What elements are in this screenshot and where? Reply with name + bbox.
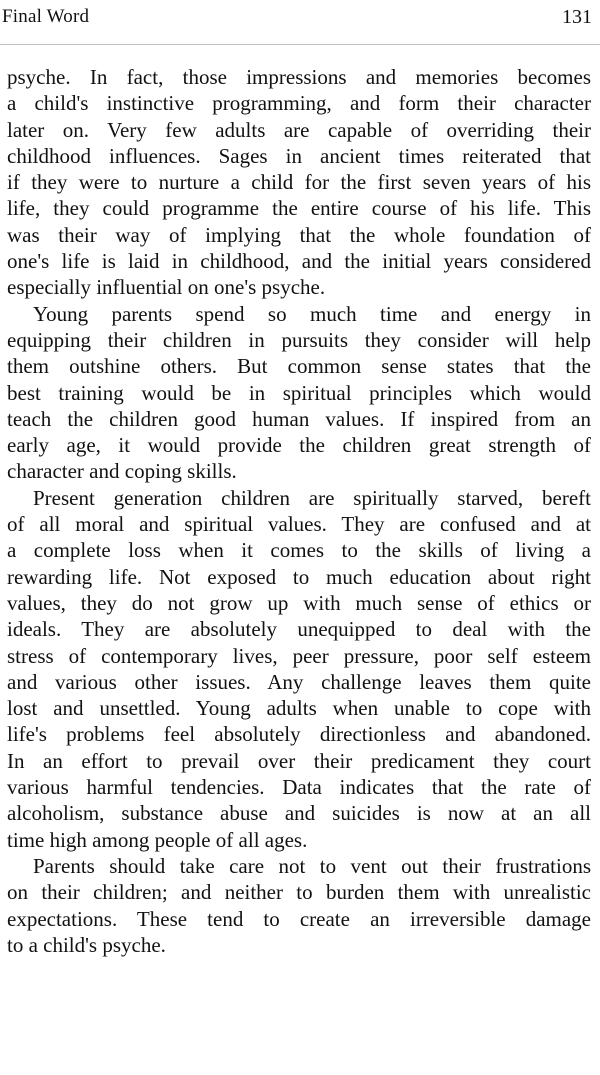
text-line: psyche. In fact, those impressions and memories becomes	[7, 65, 591, 89]
text-line: expectations. These tend to create an irreversible damage	[7, 906, 591, 931]
paragraph-continued	[7, 64, 591, 301]
text-line: and various other issues. Any challenge leaves them quite	[7, 669, 591, 694]
text-line: values, they do not grow up with much sense of ethics or	[7, 590, 591, 615]
running-head: Final Word	[2, 6, 90, 27]
text-line: to a child's psyche.	[7, 932, 166, 957]
text-line: best training would be in spiritual principles which would	[7, 380, 591, 405]
text-line: rewarding life. Not exposed to much education about right	[7, 564, 591, 589]
text-line: a complete loss when it comes to the skills of living a	[7, 538, 591, 563]
text-line: life's problems feel absolutely directionless and abandoned.	[7, 722, 591, 747]
text-line: Present generation children are spiritually starved, bereft	[33, 485, 591, 510]
text-line: teach the children good human values. If inspired from an	[7, 406, 591, 431]
paragraph-present-generation	[7, 485, 591, 853]
text-line: In an effort to prevail over their predicament they court	[7, 748, 591, 773]
text-line: of all moral and spiritual values. They are confused and at	[7, 512, 591, 537]
page-number: 131	[562, 6, 592, 28]
text-line: childhood influences. Sages in ancient times reiterated that	[7, 143, 591, 168]
body-text	[7, 64, 591, 958]
text-line: alcoholism, substance abuse and suicides is now at an all	[7, 801, 591, 826]
text-line: ideals. They are absolutely unequipped to deal with the	[7, 617, 591, 642]
text-line: early age, it would provide the children great strength of	[7, 433, 591, 458]
header-rule	[0, 44, 600, 45]
text-line: on their children; and neither to burden them with unrealistic	[7, 880, 591, 905]
text-line: especially influential on one's psyche.	[7, 275, 326, 300]
text-line: various harmful tendencies. Data indicates that the rate of	[7, 775, 591, 800]
text-line: if they were to nurture a child for the first seven years of his	[7, 170, 591, 195]
text-line: one's life is laid in childhood, and the initial years considered	[7, 249, 591, 274]
text-line: Parents should take care not to vent out their frustrations	[33, 853, 591, 878]
text-line: them outshine others. But common sense states that the	[7, 354, 591, 379]
text-line: lost and unsettled. Young adults when unable to cope with	[7, 696, 591, 721]
paragraph-young-parents	[7, 301, 591, 485]
text-line: a child's instinctive programming, and form their character	[7, 91, 591, 116]
text-line: time high among people of all ages.	[7, 827, 308, 852]
text-line: equipping their children in pursuits they consider will help	[7, 327, 591, 352]
text-line: character and coping skills.	[7, 459, 237, 484]
text-line: Young parents spend so much time and energy in	[33, 301, 591, 326]
paragraph-parents-should	[7, 853, 591, 958]
text-line: life, they could programme the entire course of his life. This	[7, 196, 591, 221]
text-line: later on. Very few adults are capable of overriding their	[7, 117, 591, 142]
text-line: stress of contemporary lives, peer pressure, poor self esteem	[7, 643, 591, 668]
text-line: was their way of implying that the whole foundation of	[7, 222, 591, 247]
